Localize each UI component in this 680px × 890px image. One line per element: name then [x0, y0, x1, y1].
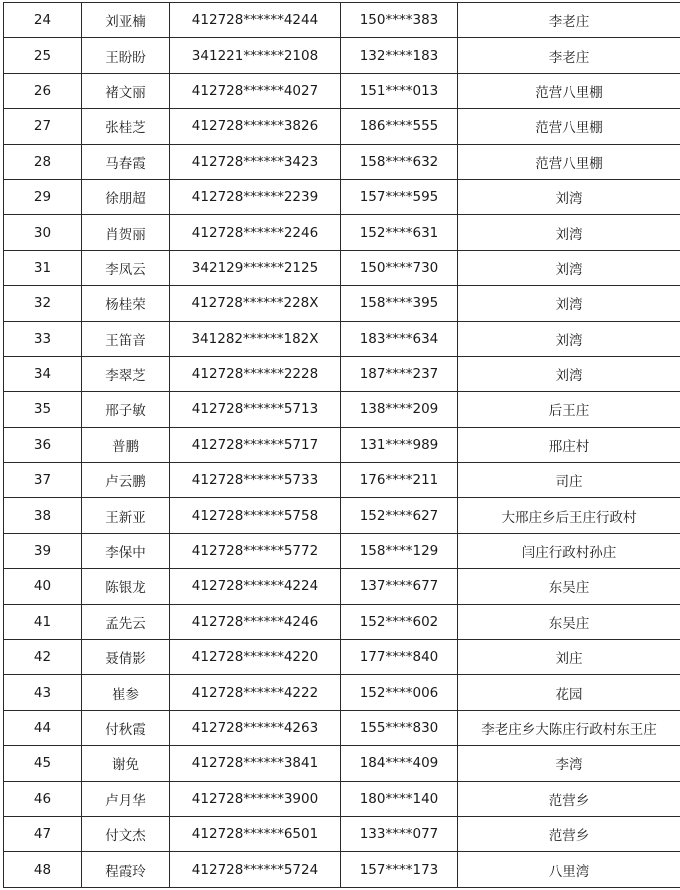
- table-row: [4, 392, 680, 427]
- row-number: 44: [4, 710, 82, 745]
- row-number: 29: [4, 179, 82, 214]
- row-number: 41: [4, 604, 82, 639]
- table-row: [4, 463, 680, 498]
- id-number: 412728******5733: [170, 463, 341, 498]
- id-number: 412728******4222: [170, 675, 341, 710]
- address: 后王庄: [458, 392, 680, 427]
- id-number: 412728******4027: [170, 73, 341, 108]
- phone-number: 152****631: [341, 215, 458, 250]
- address: 花园: [458, 675, 680, 710]
- row-number: 38: [4, 498, 82, 533]
- row-number: 40: [4, 569, 82, 604]
- address: 刘湾: [458, 179, 680, 214]
- id-number: 412728******228X: [170, 286, 341, 321]
- person-name: 杨桂荣: [82, 286, 170, 321]
- id-number: 412728******5713: [170, 392, 341, 427]
- phone-number: 158****129: [341, 533, 458, 568]
- address: 范营乡: [458, 781, 680, 816]
- address: 八里湾: [458, 852, 680, 887]
- address: 李湾: [458, 746, 680, 781]
- person-name: 徐朋超: [82, 179, 170, 214]
- table-row: [4, 109, 680, 144]
- address: 范营八里棚: [458, 144, 680, 179]
- table-row: [4, 816, 680, 851]
- id-number: 341282******182X: [170, 321, 341, 356]
- address: 范营乡: [458, 816, 680, 851]
- person-name: 孟先云: [82, 604, 170, 639]
- table-row: [4, 250, 680, 285]
- row-number: 45: [4, 746, 82, 781]
- address: 东吴庄: [458, 569, 680, 604]
- table-row: [4, 144, 680, 179]
- address: 范营八里棚: [458, 73, 680, 108]
- id-number: 412728******5758: [170, 498, 341, 533]
- phone-number: 132****183: [341, 38, 458, 73]
- id-number: 412728******4224: [170, 569, 341, 604]
- id-number: 341221******2108: [170, 38, 341, 73]
- id-number: 412728******2246: [170, 215, 341, 250]
- id-number: 412728******5772: [170, 533, 341, 568]
- phone-number: 133****077: [341, 816, 458, 851]
- address: 李老庄: [458, 38, 680, 73]
- id-number: 412728******3900: [170, 781, 341, 816]
- phone-number: 152****602: [341, 604, 458, 639]
- address: 大邢庄乡后王庄行政村: [458, 498, 680, 533]
- person-name: 卢月华: [82, 781, 170, 816]
- row-number: 31: [4, 250, 82, 285]
- row-number: 34: [4, 356, 82, 391]
- address: 刘湾: [458, 250, 680, 285]
- table-row: [4, 321, 680, 356]
- row-number: 47: [4, 816, 82, 851]
- address: 李老庄乡大陈庄行政村东王庄: [458, 710, 680, 745]
- address: 刘湾: [458, 356, 680, 391]
- table-row: [4, 427, 680, 462]
- person-name: 付文杰: [82, 816, 170, 851]
- phone-number: 152****006: [341, 675, 458, 710]
- id-number: 412728******3841: [170, 746, 341, 781]
- table-row: [4, 179, 680, 214]
- table-row: [4, 675, 680, 710]
- person-name: 崔参: [82, 675, 170, 710]
- phone-number: 152****627: [341, 498, 458, 533]
- id-number: 412728******5717: [170, 427, 341, 462]
- phone-number: 180****140: [341, 781, 458, 816]
- table-row: [4, 746, 680, 781]
- row-number: 43: [4, 675, 82, 710]
- phone-number: 184****409: [341, 746, 458, 781]
- person-name: 程霞玲: [82, 852, 170, 887]
- person-name: 刘亚楠: [82, 3, 170, 38]
- address: 李老庄: [458, 3, 680, 38]
- person-name: 普鹏: [82, 427, 170, 462]
- phone-number: 176****211: [341, 463, 458, 498]
- table-row: [4, 710, 680, 745]
- phone-number: 151****013: [341, 73, 458, 108]
- address: 刘湾: [458, 321, 680, 356]
- phone-number: 186****555: [341, 109, 458, 144]
- person-name: 王笛音: [82, 321, 170, 356]
- address: 范营八里棚: [458, 109, 680, 144]
- row-number: 39: [4, 533, 82, 568]
- person-name: 谢免: [82, 746, 170, 781]
- person-name: 张桂芝: [82, 109, 170, 144]
- phone-number: 137****677: [341, 569, 458, 604]
- table-row: [4, 215, 680, 250]
- phone-number: 177****840: [341, 640, 458, 675]
- table-row: [4, 3, 680, 38]
- row-number: 35: [4, 392, 82, 427]
- row-number: 26: [4, 73, 82, 108]
- person-name: 陈银龙: [82, 569, 170, 604]
- table-row: [4, 569, 680, 604]
- address: 司庄: [458, 463, 680, 498]
- row-number: 37: [4, 463, 82, 498]
- id-number: 412728******3826: [170, 109, 341, 144]
- phone-number: 155****830: [341, 710, 458, 745]
- address: 刘庄: [458, 640, 680, 675]
- phone-number: 158****395: [341, 286, 458, 321]
- phone-number: 138****209: [341, 392, 458, 427]
- person-name: 卢云鹏: [82, 463, 170, 498]
- table-row: [4, 640, 680, 675]
- person-name: 付秋霞: [82, 710, 170, 745]
- table-row: [4, 533, 680, 568]
- table-row: [4, 356, 680, 391]
- person-name: 肖贺丽: [82, 215, 170, 250]
- phone-number: 187****237: [341, 356, 458, 391]
- id-number: 412728******4220: [170, 640, 341, 675]
- id-number: 412728******6501: [170, 816, 341, 851]
- person-name: 邢子敏: [82, 392, 170, 427]
- person-name: 聂倩影: [82, 640, 170, 675]
- table-row: [4, 38, 680, 73]
- person-table-body: [4, 3, 680, 888]
- phone-number: 157****595: [341, 179, 458, 214]
- id-number: 412728******5724: [170, 852, 341, 887]
- person-name: 王盼盼: [82, 38, 170, 73]
- address: 邢庄村: [458, 427, 680, 462]
- id-number: 412728******4263: [170, 710, 341, 745]
- row-number: 30: [4, 215, 82, 250]
- row-number: 24: [4, 3, 82, 38]
- address: 东吴庄: [458, 604, 680, 639]
- phone-number: 158****632: [341, 144, 458, 179]
- table-row: [4, 604, 680, 639]
- table-row: [4, 286, 680, 321]
- phone-number: 150****730: [341, 250, 458, 285]
- table-row: [4, 852, 680, 887]
- address: 闫庄行政村孙庄: [458, 533, 680, 568]
- phone-number: 150****383: [341, 3, 458, 38]
- row-number: 25: [4, 38, 82, 73]
- person-name: 李翠芝: [82, 356, 170, 391]
- row-number: 28: [4, 144, 82, 179]
- row-number: 27: [4, 109, 82, 144]
- id-number: 412728******2239: [170, 179, 341, 214]
- id-number: 412728******3423: [170, 144, 341, 179]
- table-row: [4, 498, 680, 533]
- id-number: 412728******4244: [170, 3, 341, 38]
- person-name: 李保中: [82, 533, 170, 568]
- person-name: 马春霞: [82, 144, 170, 179]
- table-row: [4, 781, 680, 816]
- row-number: 48: [4, 852, 82, 887]
- person-name: 李凤云: [82, 250, 170, 285]
- phone-number: 183****634: [341, 321, 458, 356]
- id-number: 342129******2125: [170, 250, 341, 285]
- id-number: 412728******2228: [170, 356, 341, 391]
- person-name: 王新亚: [82, 498, 170, 533]
- row-number: 36: [4, 427, 82, 462]
- row-number: 33: [4, 321, 82, 356]
- person-name: 褚文丽: [82, 73, 170, 108]
- row-number: 46: [4, 781, 82, 816]
- phone-number: 131****989: [341, 427, 458, 462]
- row-number: 42: [4, 640, 82, 675]
- address: 刘湾: [458, 215, 680, 250]
- id-number: 412728******4246: [170, 604, 341, 639]
- phone-number: 157****173: [341, 852, 458, 887]
- row-number: 32: [4, 286, 82, 321]
- person-table: [3, 2, 680, 888]
- address: 刘湾: [458, 286, 680, 321]
- table-row: [4, 73, 680, 108]
